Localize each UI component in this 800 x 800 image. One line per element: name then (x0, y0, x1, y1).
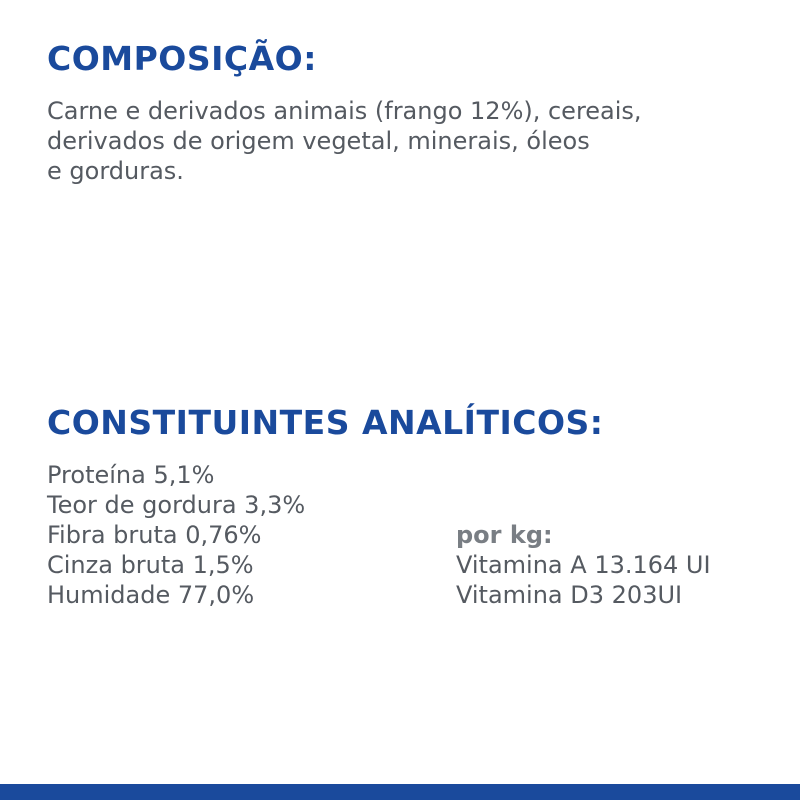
analytical-constituents-heading: CONSTITUINTES ANALÍTICOS: (47, 403, 604, 442)
composition-line: Carne e derivados animais (frango 12%), cereais, (47, 97, 642, 125)
composition-line: derivados de origem vegetal, minerais, óleos (47, 127, 590, 155)
bottom-brand-bar (0, 784, 800, 800)
vitamin-d3: Vitamina D3 203UI (456, 581, 683, 609)
analytical-constituents-list (47, 460, 305, 610)
constituent-moisture: Humidade 77,0% (47, 581, 255, 609)
composition-text (47, 96, 747, 186)
per-kg-label: por kg: (456, 521, 553, 549)
vitamins-per-kg (456, 520, 711, 610)
constituent-protein: Proteína 5,1% (47, 461, 215, 489)
constituent-ash: Cinza bruta 1,5% (47, 551, 254, 579)
composition-line: e gorduras. (47, 157, 184, 185)
constituent-fat: Teor de gordura 3,3% (47, 491, 306, 519)
composition-heading: COMPOSIÇÃO: (47, 39, 317, 78)
constituent-fibre: Fibra bruta 0,76% (47, 521, 262, 549)
vitamin-a: Vitamina A 13.164 UI (456, 551, 711, 579)
